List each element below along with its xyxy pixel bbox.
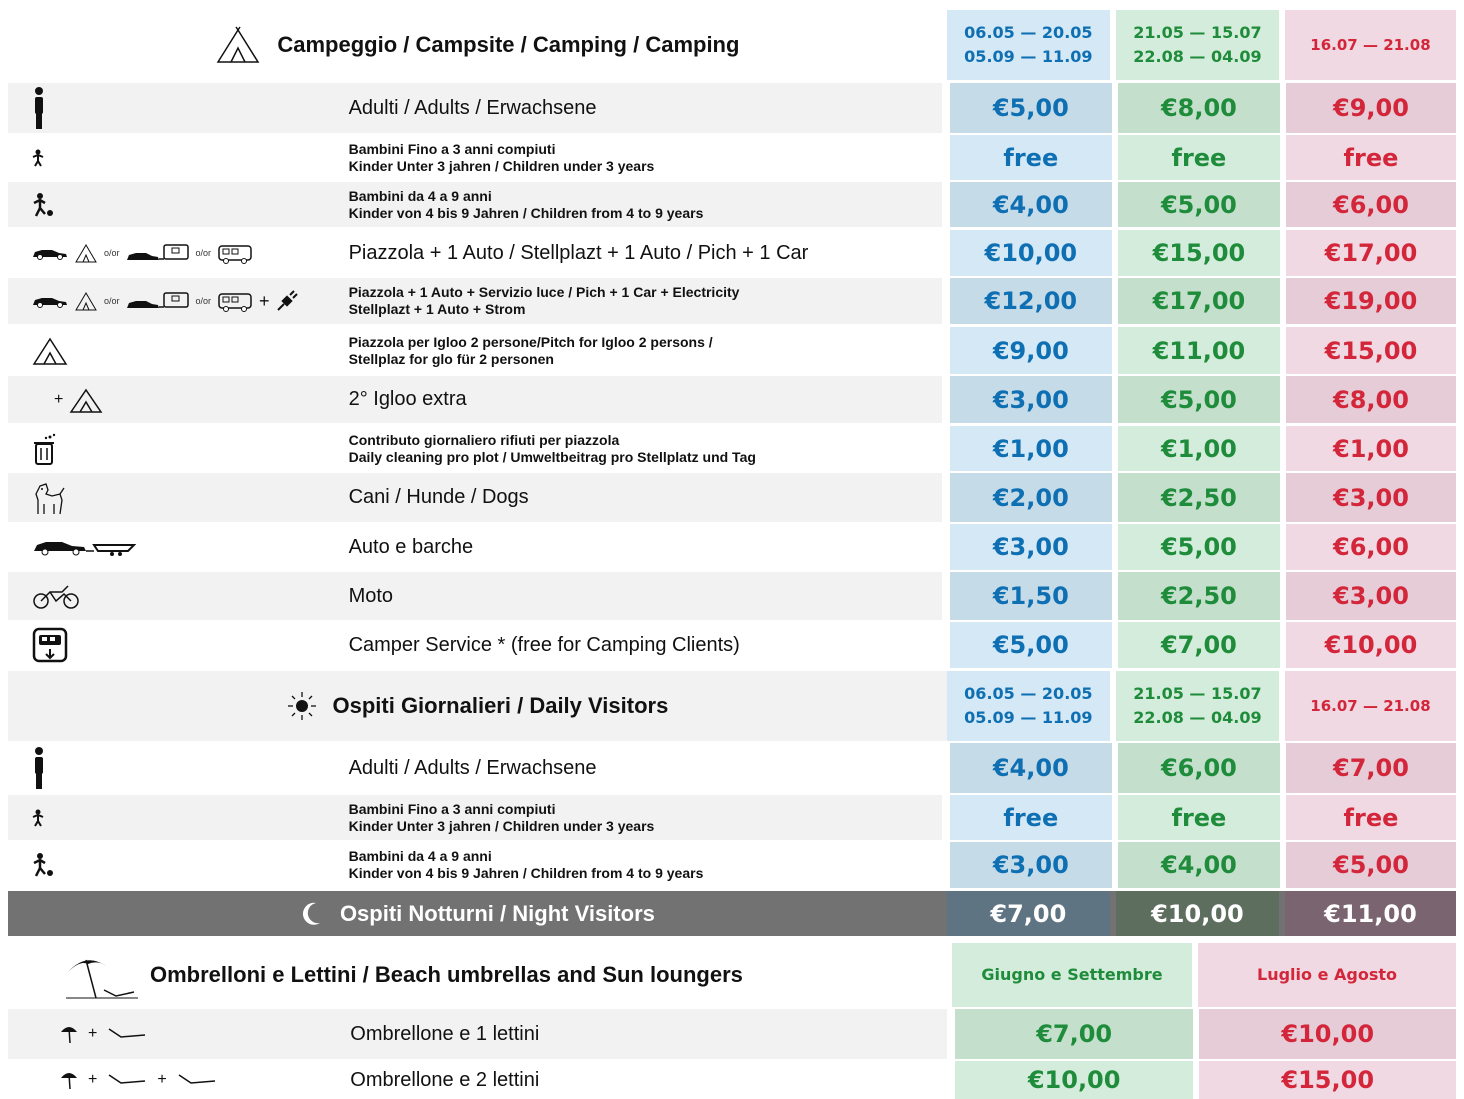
row-label: Bambini da 4 a 9 anni Kinder von 4 bis 9 Jahren / Children from 4 to 9 years [333,182,942,227]
beach-title: Ombrelloni e Lettini / Beach umbrellas and Sun loungers [8,943,952,1007]
dog-icon [32,480,66,516]
camper-service-icon [32,627,68,663]
sun-icon [287,691,317,721]
price-july-aug: €15,00 [1199,1061,1456,1099]
price-high: €6,00 [1286,182,1456,227]
row-label: 2° Igloo extra [333,376,942,423]
night-price-low: €7,00 [947,891,1110,936]
price-low: free [950,795,1112,840]
price-high: free [1286,135,1456,180]
price-note [1020,0,1460,6]
table-row [8,622,1456,668]
row-label: Contributo giornaliero rifiuti per piazzola Daily cleaning pro plot / Umweltbeitrag pro Stellplatz und Tag [333,426,942,471]
moon-icon [300,901,322,927]
price-mid: €11,00 [1118,327,1280,374]
price-low: €12,00 [950,278,1112,324]
price-mid: €1,00 [1118,426,1280,471]
price-mid: €6,00 [1118,743,1280,793]
table-row [8,743,1456,793]
row-label: Adulti / Adults / Erwachsene [333,83,942,133]
table-row [8,572,1456,620]
table-row [8,83,1456,133]
price-high: €10,00 [1286,622,1456,668]
car-boat-icon [32,537,136,557]
price-mid: €5,00 [1118,182,1280,227]
adult-icon [32,746,46,790]
price-low: €5,00 [950,83,1112,133]
price-high: €9,00 [1286,83,1456,133]
table-row [8,842,1456,888]
price-high: €7,00 [1286,743,1456,793]
car-tent-caravan-camper-plug-icon: o/or o/or + [32,290,298,312]
period-low: 06.05 — 20.05 05.09 — 11.09 [947,10,1110,80]
price-low: €10,00 [950,230,1112,276]
table-row [8,1061,1456,1099]
period-mid: 21.05 — 15.07 22.08 — 04.09 [1116,671,1279,741]
extra-tent-icon: + [32,387,103,413]
price-mid: €15,00 [1118,230,1280,276]
price-low: €4,00 [950,182,1112,227]
table-row [8,426,1456,471]
umbrella-lounger-icon [64,950,140,1000]
period-july-aug: Luglio e Agosto [1198,943,1456,1007]
price-low: €9,00 [950,327,1112,374]
row-label: Ombrellone e 1 lettini [334,1009,947,1059]
price-mid: €4,00 [1118,842,1280,888]
row-label: Bambini da 4 a 9 anni Kinder von 4 bis 9 Jahren / Children from 4 to 9 years [333,842,942,888]
price-low: €2,00 [950,473,1112,522]
campsite-title: Campeggio / Campsite / Camping / Camping [8,10,947,80]
table-row [8,182,1456,227]
price-mid: €17,00 [1118,278,1280,324]
price-low: €4,00 [950,743,1112,793]
period-high: 16.07 — 21.08 [1285,10,1456,80]
price-high: €5,00 [1286,842,1456,888]
price-low: €3,00 [950,524,1112,570]
price-high: €17,00 [1286,230,1456,276]
adult-icon [32,86,46,130]
row-label: Cani / Hunde / Dogs [333,473,942,522]
table-row [8,795,1456,840]
price-mid: €5,00 [1118,524,1280,570]
price-mid: €2,50 [1118,473,1280,522]
period-low: 06.05 — 20.05 05.09 — 11.09 [947,671,1110,741]
table-row [8,473,1456,522]
price-high: €19,00 [1286,278,1456,324]
small-child-icon [32,809,44,827]
row-label: Camper Service * (free for Camping Clients) [333,622,942,668]
small-child-icon [32,149,44,167]
price-high: €3,00 [1286,572,1456,620]
price-high: free [1286,795,1456,840]
night-price-high: €11,00 [1285,891,1456,936]
table-row [8,327,1456,374]
price-mid: €7,00 [1118,622,1280,668]
igloo-tent-icon [32,336,68,366]
night-visitors-row [8,891,1456,936]
price-mid: free [1118,135,1280,180]
price-mid: €2,50 [1118,572,1280,620]
price-high: €6,00 [1286,524,1456,570]
row-label: Moto [333,572,942,620]
umbrella-two-loungers-icon: + + [32,1070,217,1090]
price-high: €1,00 [1286,426,1456,471]
campsite-header [8,10,1456,80]
price-low: €3,00 [950,842,1112,888]
table-row [8,135,1456,180]
daily-header [8,671,1456,741]
child-ball-icon [32,853,54,877]
row-label: Bambini Fino a 3 anni compiuti Kinder Unter 3 jahren / Children under 3 years [333,795,942,840]
price-mid: €8,00 [1118,83,1280,133]
night-title: Ospiti Notturni / Night Visitors [8,891,947,936]
table-row [8,376,1456,423]
price-mid: €5,00 [1118,376,1280,423]
daily-title: Ospiti Giornalieri / Daily Visitors [8,671,947,741]
table-row [8,524,1456,570]
period-high: 16.07 — 21.08 [1285,671,1456,741]
period-june-sept: Giugno e Settembre [952,943,1192,1007]
row-label: Piazzola + 1 Auto / Stellplazt + 1 Auto / Pich + 1 Car [333,230,942,276]
price-mid: free [1118,795,1280,840]
price-high: €8,00 [1286,376,1456,423]
tent-icon [215,26,261,64]
price-june-sept: €7,00 [955,1009,1194,1059]
row-label: Bambini Fino a 3 anni compiuti Kinder Unter 3 jahren / Children under 3 years [333,135,942,180]
row-label: Ombrellone e 2 lettini [334,1061,947,1099]
table-row [8,278,1456,324]
row-label: Piazzola + 1 Auto + Servizio luce / Pich + 1 Car + Electricity Stellplazt + 1 Auto + Strom [333,278,942,324]
row-label: Piazzola per Igloo 2 persone/Pitch for Igloo 2 persons / Stellplaz for glo für 2 personen [333,327,942,374]
price-july-aug: €10,00 [1199,1009,1456,1059]
umbrella-lounger-icon: + [32,1024,147,1044]
table-row [8,1009,1456,1059]
motorbike-icon [32,582,80,610]
price-low: €3,00 [950,376,1112,423]
price-high: €3,00 [1286,473,1456,522]
price-high: €15,00 [1286,327,1456,374]
period-mid: 21.05 — 15.07 22.08 — 04.09 [1116,10,1279,80]
price-june-sept: €10,00 [955,1061,1194,1099]
row-label: Auto e barche [333,524,942,570]
price-low: €5,00 [950,622,1112,668]
table-row [8,230,1456,276]
price-low: €1,50 [950,572,1112,620]
price-low: free [950,135,1112,180]
car-tent-caravan-camper-icon: o/or o/or [32,242,253,264]
row-label: Adulti / Adults / Erwachsene [333,743,942,793]
night-price-mid: €10,00 [1116,891,1279,936]
trash-bin-icon [32,432,58,466]
child-ball-icon [32,193,54,217]
beach-header [8,943,1456,1007]
price-low: €1,00 [950,426,1112,471]
